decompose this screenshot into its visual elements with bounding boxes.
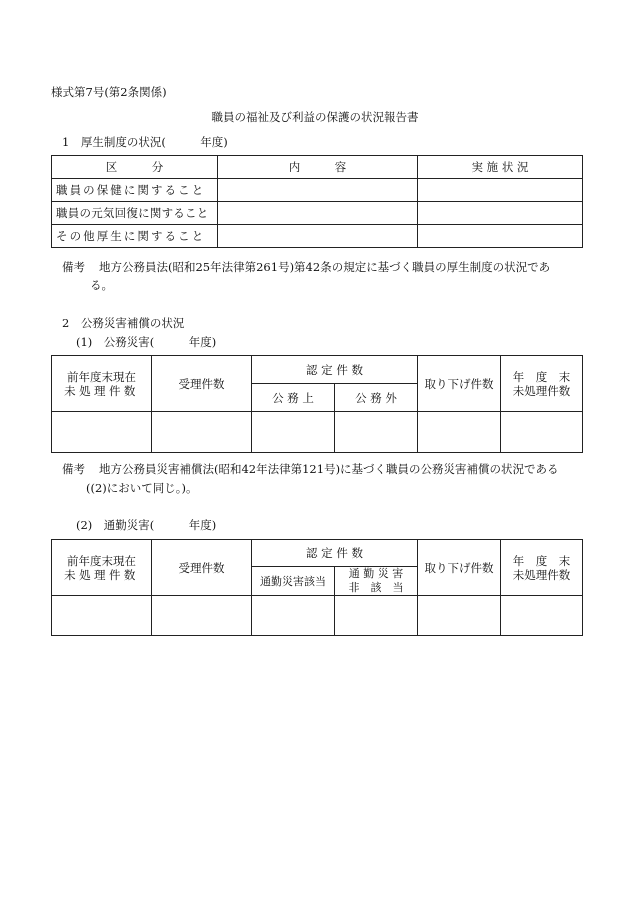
cell-received[interactable] — [152, 412, 252, 453]
sub1-heading: (1) 公務災害( 年度) — [76, 335, 217, 349]
cell-content[interactable] — [218, 179, 418, 202]
header-kubun: 区 分 — [52, 156, 218, 179]
row-label-health: 職員の保健に関すること — [52, 179, 218, 202]
header-commute-not-applicable — [335, 567, 418, 596]
cell-withdrawn[interactable] — [418, 596, 501, 636]
table-row — [52, 225, 583, 248]
section2-heading: 2 公務災害補償の状況 — [62, 316, 185, 330]
header-received: 受理件数 — [152, 356, 252, 412]
header-received: 受理件数 — [152, 540, 252, 596]
cell-prev-unprocessed[interactable] — [52, 596, 152, 636]
section1-note — [62, 258, 550, 277]
header-end-line2: 未処理件数 — [512, 383, 571, 398]
header-commute-applicable: 通勤災害該当 — [252, 567, 335, 596]
section1-note-cont: る。 — [90, 278, 113, 292]
header-prev-line1: 前年度末現在 — [67, 553, 136, 568]
header-prev-unprocessed — [52, 540, 152, 596]
cell-received[interactable] — [152, 596, 252, 636]
header-end-line2: 未処理件数 — [512, 567, 571, 582]
header-withdrawn: 取り下げ件数 — [418, 356, 501, 412]
note-label: 備考 — [62, 260, 85, 274]
cell-status[interactable] — [418, 179, 583, 202]
cell-content[interactable] — [218, 225, 418, 248]
cell-withdrawn[interactable] — [418, 412, 501, 453]
table-row — [52, 596, 583, 636]
cell-status[interactable] — [418, 225, 583, 248]
header-end-line1: 年 度 末 — [512, 553, 571, 568]
commuting-accident-table — [51, 539, 583, 636]
welfare-table — [51, 155, 583, 248]
table-row — [52, 412, 583, 453]
header-commute-na-line1: 通 勤 災 害 — [348, 567, 404, 580]
sub2-heading: (2) 通勤災害( 年度) — [76, 518, 217, 532]
header-nintei: 認 定 件 数 — [252, 540, 418, 567]
cell-prev-unprocessed[interactable] — [52, 412, 152, 453]
header-prev-line1: 前年度末現在 — [67, 369, 136, 384]
header-prev-unprocessed — [52, 356, 152, 412]
note-text: 地方公務員法(昭和25年法律第261号)第42条の規定に基づく職員の厚生制度の状況であ — [99, 260, 551, 274]
header-end-unprocessed — [501, 356, 583, 412]
form-number: 様式第7号(第2条関係) — [51, 85, 167, 99]
header-naiyo: 内 容 — [218, 156, 418, 179]
header-koumu-gai: 公 務 外 — [335, 384, 418, 412]
header-nintei: 認 定 件 数 — [252, 356, 418, 384]
cell-content[interactable] — [218, 202, 418, 225]
header-jisshi: 実 施 状 況 — [418, 156, 583, 179]
occupational-accident-table — [51, 355, 583, 453]
cell-commute-applicable[interactable] — [252, 596, 335, 636]
header-prev-line2: 未処理件数 — [64, 567, 139, 582]
cell-end-unprocessed[interactable] — [501, 596, 583, 636]
table-header-row — [52, 156, 583, 179]
section2-note — [62, 460, 559, 479]
header-koumu-jou: 公 務 上 — [252, 384, 335, 412]
header-end-line1: 年 度 末 — [512, 369, 571, 384]
row-label-recreation: 職員の元気回復に関すること — [52, 202, 218, 225]
row-label-other: その他厚生に関すること — [52, 225, 218, 248]
cell-commute-not-applicable[interactable] — [335, 596, 418, 636]
note-text: 地方公務員災害補償法(昭和42年法律第121号)に基づく職員の公務災害補償の状況である — [99, 462, 559, 476]
cell-koumu-jou[interactable] — [252, 412, 335, 453]
note-label: 備考 — [62, 462, 85, 476]
header-end-unprocessed — [501, 540, 583, 596]
table-row — [52, 202, 583, 225]
header-commute-na-line2: 非 該 当 — [348, 581, 404, 594]
cell-end-unprocessed[interactable] — [501, 412, 583, 453]
page-title: 職員の福祉及び利益の保護の状況報告書 — [211, 110, 419, 124]
header-prev-line2: 未処理件数 — [64, 383, 139, 398]
table-row — [52, 179, 583, 202]
cell-koumu-gai[interactable] — [335, 412, 418, 453]
header-withdrawn: 取り下げ件数 — [418, 540, 501, 596]
section2-note-cont: ((2)において同じ。)。 — [86, 481, 198, 495]
section1-heading: 1 厚生制度の状況( 年度) — [62, 135, 228, 149]
cell-status[interactable] — [418, 202, 583, 225]
